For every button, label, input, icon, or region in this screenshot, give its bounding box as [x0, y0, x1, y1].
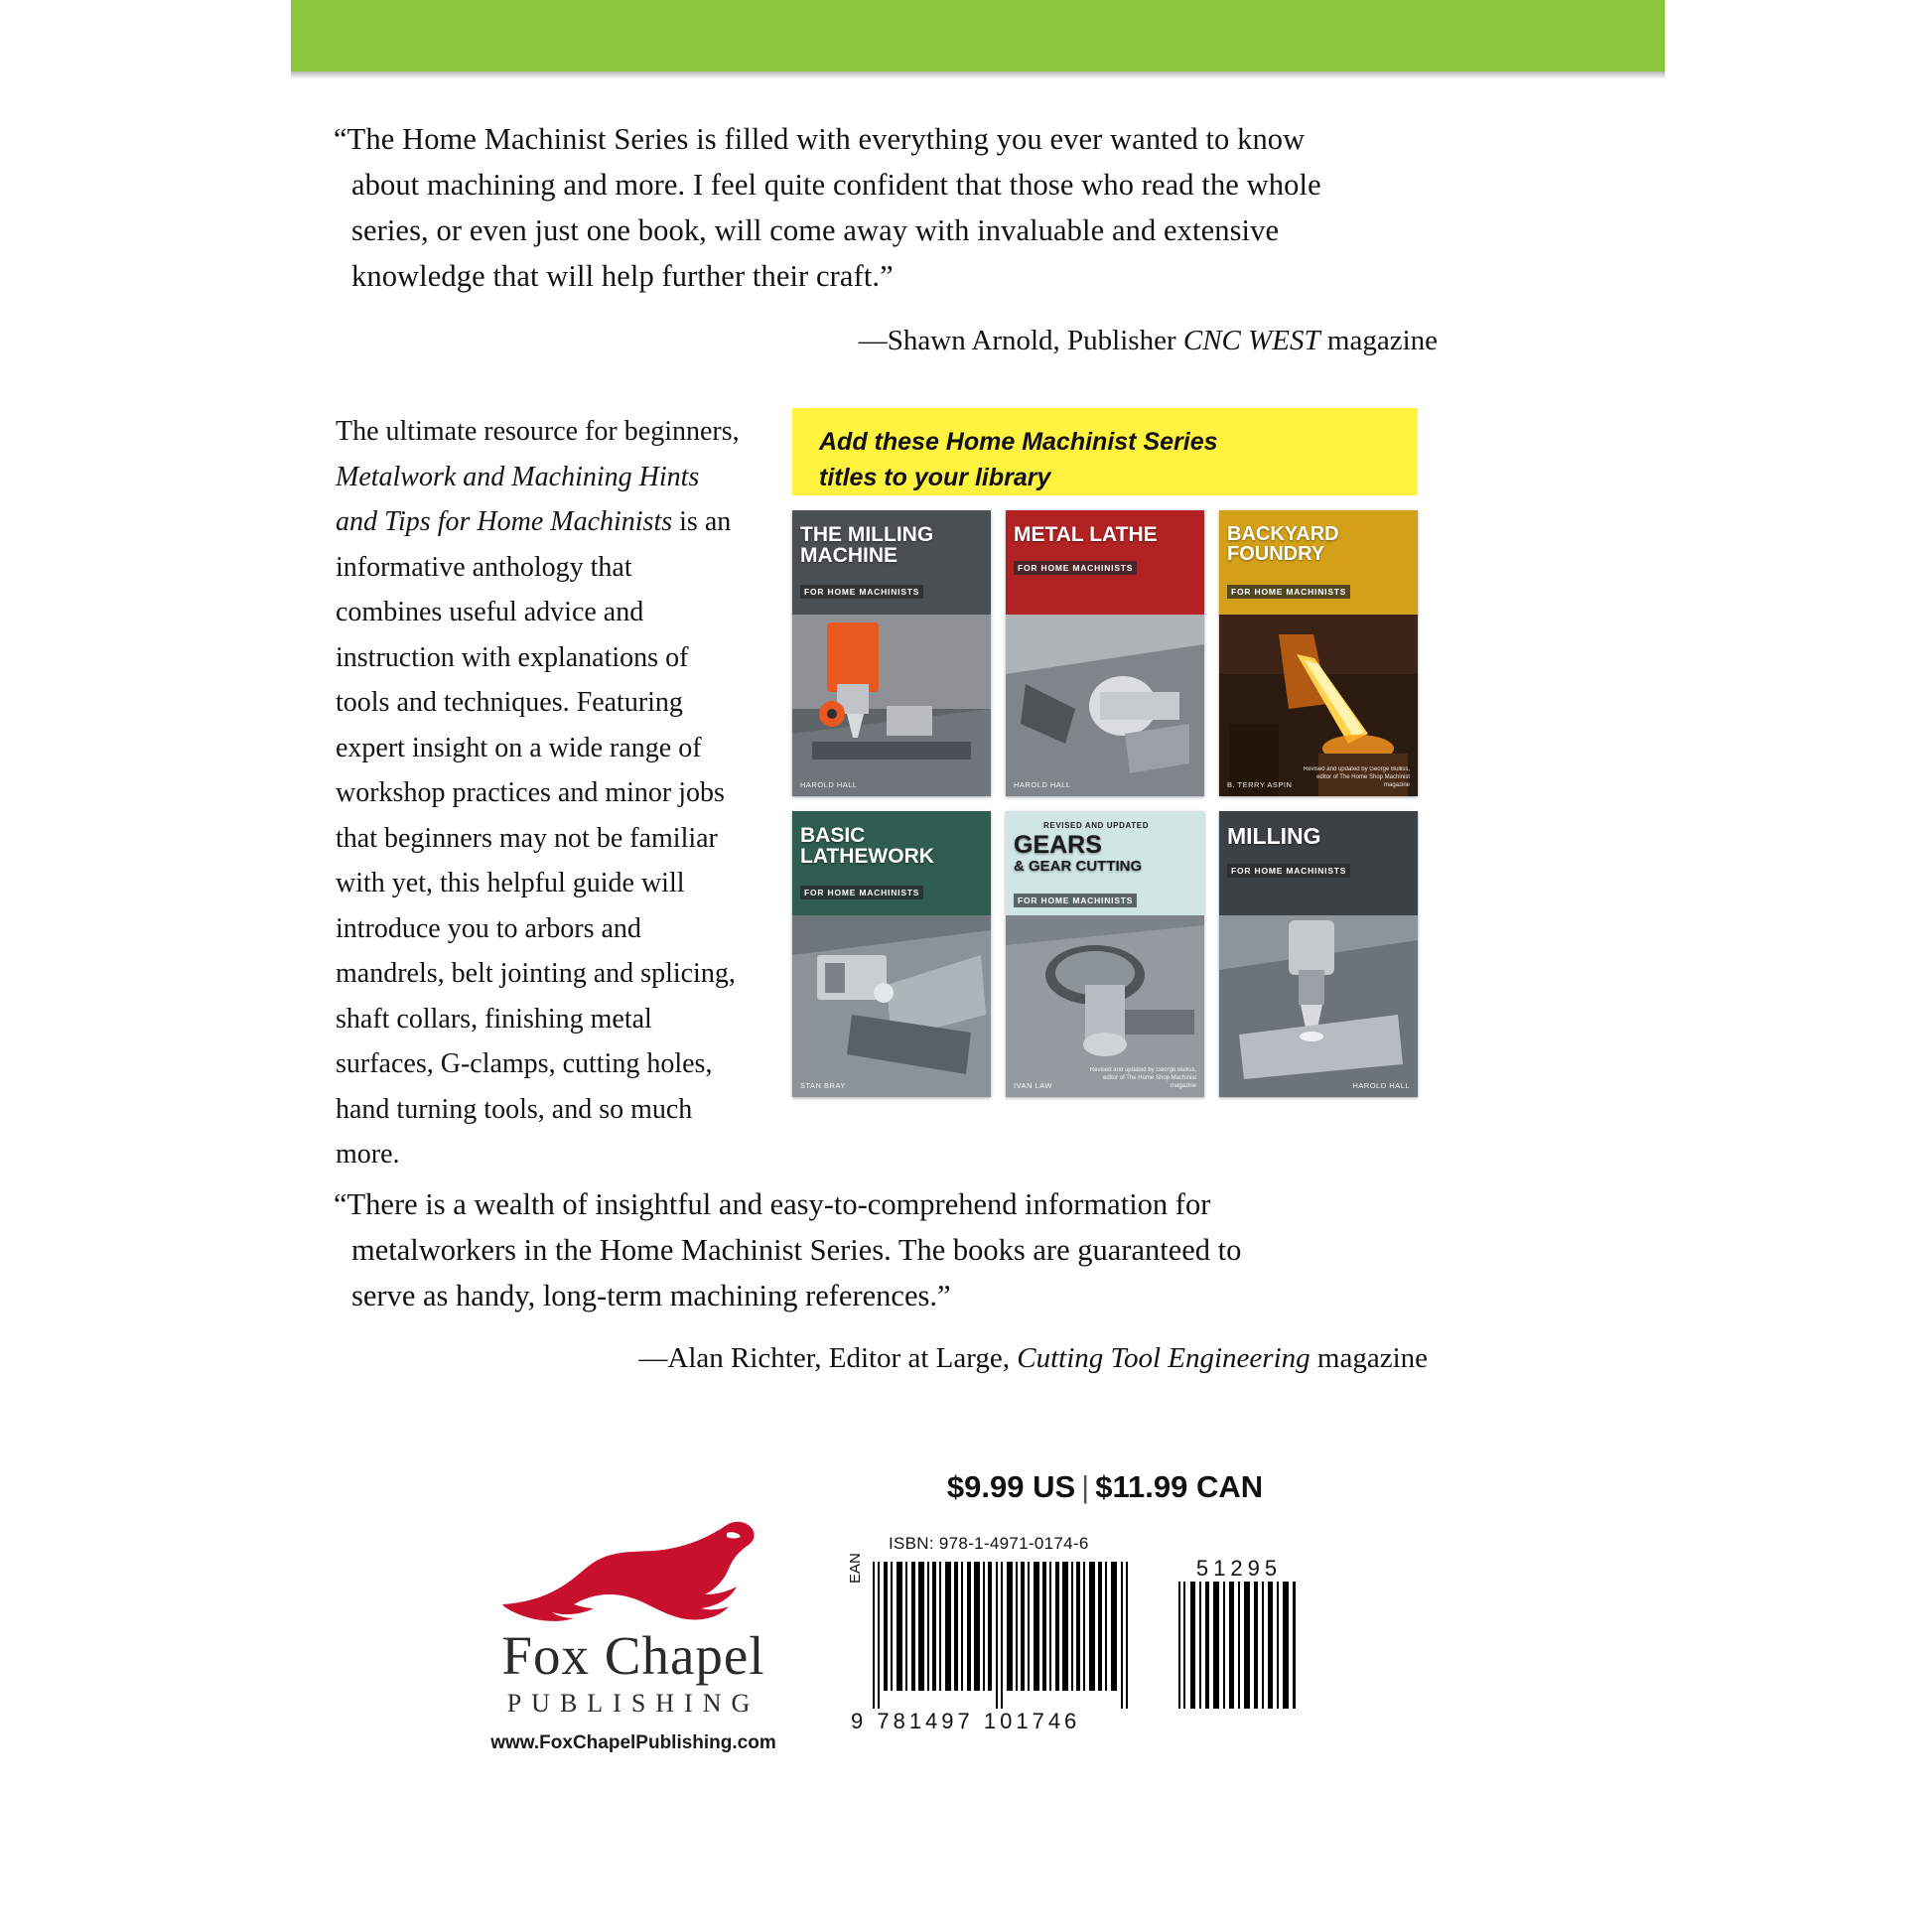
cover-subtitle: FOR HOME MACHINISTS	[800, 585, 923, 599]
promo-line1-series: Home Machinist Series	[945, 428, 1218, 456]
description-part-2: is an informative anthology that combines useful advice and instruction with explanations of tools and techniques. Featuring expert insight on a wide range of workshop practices and minor jobs that beginners may not be familiar with yet, this helpful guide will introduce you to arbors and mandrels, belt jointing and splicing, shaft collars, finishing metal surfaces, G-clamps, cutting holes, hand turning tools, and so much more.	[336, 506, 736, 1170]
cover-title-line1: METAL LATHE	[1014, 523, 1158, 546]
cover-title	[1014, 833, 1196, 874]
bottom-quote-attribution	[334, 1342, 1455, 1375]
cover-subtitle: FOR HOME MACHINISTS	[1014, 561, 1137, 575]
attribution-publication: CNC WEST	[1182, 325, 1320, 356]
cover-subtitle-wrap	[1227, 861, 1410, 879]
bottom-quote-text	[334, 1181, 1455, 1318]
cover-subtitle: FOR HOME MACHINISTS	[800, 886, 923, 899]
publisher-name-text: Fox Chapel	[501, 1625, 765, 1686]
book-cover-metal-lathe[interactable]	[1006, 510, 1204, 796]
ean-digits: 9 781497 101746	[851, 1709, 1081, 1733]
cover-title	[1227, 825, 1410, 848]
top-quote-text	[334, 116, 1465, 299]
series-promo-text	[819, 424, 1395, 495]
cover-author: STAN BRAY	[800, 1081, 846, 1090]
series-promo-box	[792, 408, 1418, 495]
ean-label: EAN	[847, 1553, 864, 1584]
cover-subtitle: FOR HOME MACHINISTS	[1014, 894, 1137, 907]
bottom-quote-block	[334, 1181, 1455, 1375]
cover-title-line1: THE MILLING	[800, 523, 934, 546]
description-paragraph	[336, 409, 745, 1177]
cover-title-line1: MILLING	[1227, 823, 1321, 849]
cover-photo-milling	[1219, 915, 1418, 1097]
top-quote-block	[334, 116, 1465, 357]
publisher-url[interactable]: www.FoxChapelPublishing.com	[490, 1732, 776, 1753]
description-book-title: Metalwork and Machining Hints and Tips for Home Machinists	[336, 461, 700, 537]
quote-line: metalworkers in the Home Machinist Series. The books are guaranteed to	[351, 1233, 1242, 1267]
attribution-suffix: magazine	[1310, 1342, 1428, 1374]
cover-subtitle-wrap	[1227, 582, 1410, 600]
book-cover-milling-machine[interactable]	[792, 510, 991, 796]
cover-subtitle: FOR HOME MACHINISTS	[1227, 864, 1350, 878]
cover-author-note: Revised and updated by George Bulliss, editor of The Home Shop Machinist magazine	[1303, 766, 1410, 788]
ean-barcode	[869, 1562, 1142, 1709]
book-cover-milling[interactable]	[1219, 811, 1418, 1097]
cover-title	[800, 524, 983, 567]
cover-title-line2: FOUNDRY	[1227, 543, 1325, 566]
quote-line: series, or even just one book, will come away with invaluable and extensive	[351, 213, 1280, 247]
cover-photo-metal-lathe	[1006, 615, 1204, 796]
cover-author: IVAN LAW	[1014, 1081, 1053, 1090]
series-book-grid	[792, 510, 1418, 1097]
cover-title-line2: MACHINE	[800, 544, 897, 568]
quote-line: knowledge that will help further their craft.”	[351, 259, 894, 293]
price-can: $11.99 CAN	[1095, 1469, 1264, 1504]
promo-line2: titles to your library	[819, 464, 1051, 491]
cover-title-line1: BACKYARD	[1227, 523, 1339, 545]
attribution-prefix: —Shawn Arnold, Publisher	[858, 325, 1183, 356]
publisher-subtitle: PUBLISHING	[506, 1689, 760, 1718]
quote-line: “There is a wealth of insightful and easy-to-comprehend information for	[334, 1187, 1211, 1221]
cover-photo-milling-machine	[792, 615, 991, 796]
cover-title-line1: GEARS	[1014, 831, 1102, 859]
cover-subtitle-wrap	[1014, 891, 1196, 908]
cover-author: HAROLD HALL	[800, 780, 858, 789]
cover-author-note: Revised and updated by George Bulliss, editor of The Home Shop Machinist magazine	[1089, 1067, 1196, 1089]
cover-author: HAROLD HALL	[1352, 1081, 1410, 1090]
promo-line1-plain: Add these	[819, 428, 946, 456]
band-shadow	[291, 71, 1665, 79]
price-line	[792, 1469, 1418, 1505]
cover-subtitle-wrap	[800, 582, 983, 600]
attribution-prefix: —Alan Richter, Editor at Large,	[638, 1342, 1018, 1374]
addon-digits: 51295	[1195, 1556, 1283, 1581]
cover-flag-revised: REVISED AND UPDATED	[1043, 821, 1150, 830]
attribution-publication: Cutting Tool Engineering	[1017, 1342, 1311, 1374]
attribution-suffix: magazine	[1319, 325, 1438, 356]
cover-subtitle-wrap	[800, 883, 983, 900]
price-us: $9.99 US	[946, 1469, 1076, 1504]
book-back-cover	[291, 0, 1665, 1932]
barcode-block	[837, 1534, 1433, 1762]
cover-title-line1: BASIC	[800, 824, 866, 847]
ean-addon-barcode	[1174, 1582, 1304, 1709]
publisher-logo-block	[420, 1519, 847, 1754]
publisher-name	[420, 1624, 847, 1687]
book-cover-backyard-foundry[interactable]	[1219, 510, 1418, 796]
cover-title	[800, 825, 983, 868]
price-divider: |	[1081, 1469, 1090, 1504]
cover-author: HAROLD HALL	[1014, 780, 1071, 789]
cover-photo-basic-lathework	[792, 915, 991, 1097]
cover-title-line2: & GEAR CUTTING	[1014, 857, 1143, 875]
cover-author: B. TERRY ASPIN	[1227, 780, 1293, 789]
cover-subtitle: FOR HOME MACHINISTS	[1227, 585, 1350, 599]
top-quote-attribution	[334, 325, 1465, 357]
quote-line: “The Home Machinist Series is filled with everything you ever wanted to know	[334, 122, 1306, 156]
quote-line: serve as handy, long-term machining references.”	[351, 1279, 951, 1312]
book-cover-basic-lathework[interactable]	[792, 811, 991, 1097]
description-part-1: The ultimate resource for beginners,	[336, 416, 740, 447]
cover-title-line2: LATHEWORK	[800, 845, 934, 869]
book-cover-gears-and-gear-cutting[interactable]	[1006, 811, 1204, 1097]
isbn-text: ISBN: 978-1-4971-0174-6	[889, 1534, 1089, 1553]
fox-icon	[484, 1519, 782, 1628]
cover-subtitle-wrap	[1014, 558, 1196, 576]
top-green-band	[291, 0, 1665, 71]
quote-line: about machining and more. I feel quite confident that those who read the whole	[351, 168, 1321, 202]
cover-title	[1227, 524, 1410, 565]
cover-title	[1014, 524, 1196, 545]
